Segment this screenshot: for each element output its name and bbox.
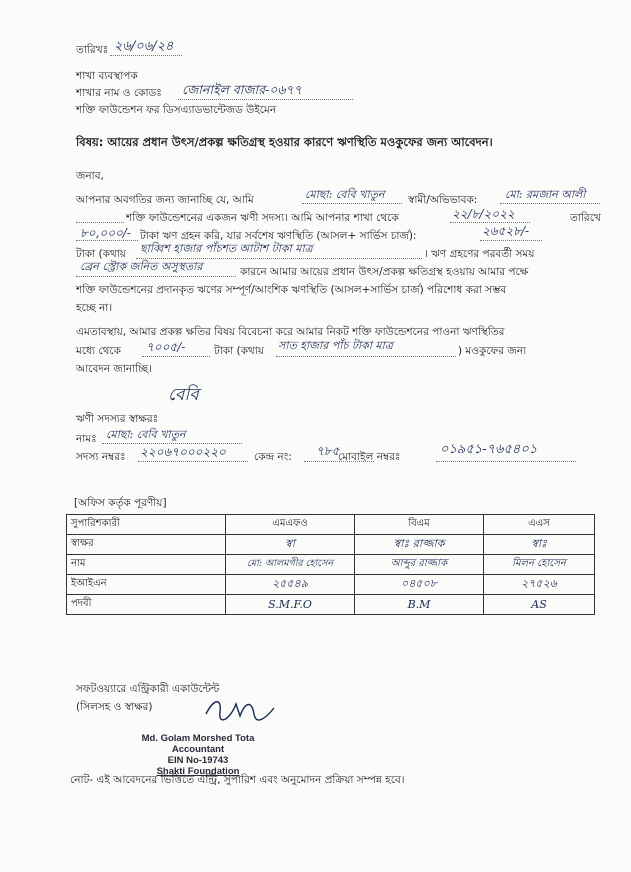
para1-text-7: । ঋণ গ্রহণের পরবর্তী সময় <box>424 248 535 260</box>
para2-text-3: টাকা (কথায় <box>214 345 264 357</box>
damage-cause: ব্রেন স্ট্রোক জনিত অসুস্থতার <box>80 260 203 273</box>
accountant-signature <box>200 690 280 726</box>
date-value: ২৬/০৬/২৪ <box>114 39 174 54</box>
organization: শক্তি ফাউন্ডেশন ফর ডিসএ্যাডভান্টেজড উইমেন <box>76 104 277 116</box>
row-label: স্বাক্ষর <box>67 535 226 555</box>
seal-ein: EIN No-19743 <box>167 755 229 766</box>
para2-text-4: ) মওকুফের জন্য <box>458 345 527 357</box>
waive-words: সাত হাজার পাঁচ টাকা মাত্র <box>278 339 393 352</box>
para1-text-2: স্বামী/অভিভাবক: <box>408 194 478 206</box>
para1-text-8: কারনে আমার আয়ের প্রধান উৎস/প্রকল্প ক্ষতিগ্রস্থ হওয়ায় আমার পক্ষে <box>240 266 529 278</box>
table-cell: স্বাঃ রাজ্জাক <box>393 537 445 550</box>
member-name-inline: মোছা: বেবি খাতুন <box>305 188 385 201</box>
member-no-label: সদস্য নম্বরঃ <box>76 451 126 463</box>
member-name: মোছা: বেবি খাতুন <box>106 428 186 441</box>
seal-name: Md. Golam Morshed Tota <box>141 733 255 744</box>
table-row <box>67 595 595 615</box>
salutation: জনাব, <box>76 170 104 182</box>
para1-text-4: তারিখে <box>570 212 601 224</box>
seal-sign-label: (সিলসহ ও স্বাক্ষর) <box>76 701 153 713</box>
row-label: পদবী <box>67 595 226 615</box>
para1-text-3: শক্তি ফাউন্ডেশনের একজন ঋণী সদস্য। আমি আপনার শাখা থেকে <box>126 212 399 224</box>
guardian-name: মো: রমজান আলী <box>505 188 586 201</box>
name-label: নামঃ <box>76 433 97 445</box>
note: নোট- এই আবেদনের ভিত্তিতে এন্ট্রি, সুপারিশ এবং অনুমোদন প্রক্রিয়া সম্পন্ন হবে। <box>70 774 405 786</box>
subject: বিষয়: আয়ের প্রধান উৎস/প্রকল্প ক্ষতিগ্রস্থ হওয়ার কারণে ঋণস্থিতি মওকুফের জন্য আবেদন। <box>76 135 493 149</box>
member-sig-label: ঋণী সদস্যর স্বাক্ষরঃ <box>76 413 159 425</box>
table-cell: ০৪৫০৮ <box>401 577 437 590</box>
para1-text-10: হচ্ছে না। <box>76 302 113 314</box>
member-signature: বেবি <box>168 385 199 405</box>
loan-date: ২২/৮/২০২২ <box>452 207 515 221</box>
recommendation-table <box>66 514 595 615</box>
table-cell: মো: আলমগীর হোসেন <box>246 558 334 569</box>
mobile-value: ০১৯৫১-৭৬৫৪০১ <box>440 442 538 457</box>
seal-org: Shakti Foundation <box>156 766 240 777</box>
software-entry-label: সফটওয়্যারে এন্ট্রিকারী একাউন্টেন্ট <box>76 683 220 695</box>
para1-text-6: টাকা (কথায় <box>76 248 126 260</box>
table-cell: স্বাঃ <box>531 537 547 550</box>
row-label: নাম <box>67 555 226 575</box>
table-row <box>67 575 595 595</box>
table-cell: আব্দুর রাজ্জাক <box>390 558 448 569</box>
table-header: এএস <box>484 515 595 535</box>
para1-text-9: শক্তি ফাউন্ডেশনের প্রদানকৃত ঋণের সম্পূর্ণ/আংশিক ঋণস্থিতি (আসল+সার্ভিস চার্জ) পরিশোধ করা সম্ভব <box>76 284 507 296</box>
table-header: সুপারিশকারী <box>67 515 226 535</box>
branch-manager: শাখা ব্যবস্থাপক <box>76 70 138 82</box>
table-cell: ২৭৫২৬ <box>521 577 557 590</box>
para2-text-5: আবেদন জানাচ্ছি। <box>76 363 152 375</box>
table-header-row <box>67 515 595 535</box>
table-cell: ২৫৫৪৯ <box>272 577 308 590</box>
table-cell: স্বা <box>285 537 295 550</box>
para2-text-2: মধ্যে থেকে <box>76 345 121 357</box>
waive-amount: ৭০০৫/- <box>146 340 186 354</box>
office-header: [অফিস কর্তৃক পূরণীয়] <box>74 497 167 509</box>
balance-words: ছাব্বিশ হাজার পাঁচশত আটাশ টাকা মাত্র <box>140 242 313 255</box>
table-header: এমএফও <box>226 515 355 535</box>
branch-name-label: শাখার নাম ও কোডঃ <box>76 87 162 99</box>
para1-text-1: আপনার অবগতির জন্য জানাচ্ছি যে, আমি <box>76 194 254 206</box>
center-value: ৭৮৫ <box>316 444 340 458</box>
table-header: বিএম <box>355 515 484 535</box>
table-cell: B.M <box>407 598 431 611</box>
para1-text-5: টাকা ঋণ গ্রহন করি, যার সর্বশেষ ঋণস্থিতি (আসল+ সার্ভিস চার্জ): <box>140 230 417 242</box>
seal-title: Accountant <box>171 744 225 755</box>
table-row <box>67 555 595 575</box>
branch-name-value: জোনাইল বাজার-০৬৭৭ <box>182 82 302 97</box>
center-label: কেন্দ্র নং: <box>254 451 292 463</box>
mobile-label: মোবাইল নম্বরঃ <box>338 451 401 463</box>
para2-text-1: এমতাবস্থায়, আমার প্রকল্প ক্ষতির বিষয় বিবেচনা করে আমার নিকট শক্তি ফাউন্ডেশনের পাওনা ঋণস্থিতির <box>76 326 505 338</box>
date-label: তারিখঃ <box>76 44 109 56</box>
table-cell: মিলন হোসেন <box>512 558 566 569</box>
table-cell: S.M.F.O <box>268 598 312 611</box>
table-row <box>67 535 595 555</box>
accountant-seal <box>108 733 288 777</box>
member-no-value: ২২০৬৭০০০২২০ <box>140 445 226 459</box>
table-cell: AS <box>531 598 547 611</box>
loan-amount: ৮০,০০০/- <box>80 226 131 240</box>
row-label: ইআইএন <box>67 575 226 595</box>
balance-value: ২৬৫২৮/- <box>482 224 530 238</box>
